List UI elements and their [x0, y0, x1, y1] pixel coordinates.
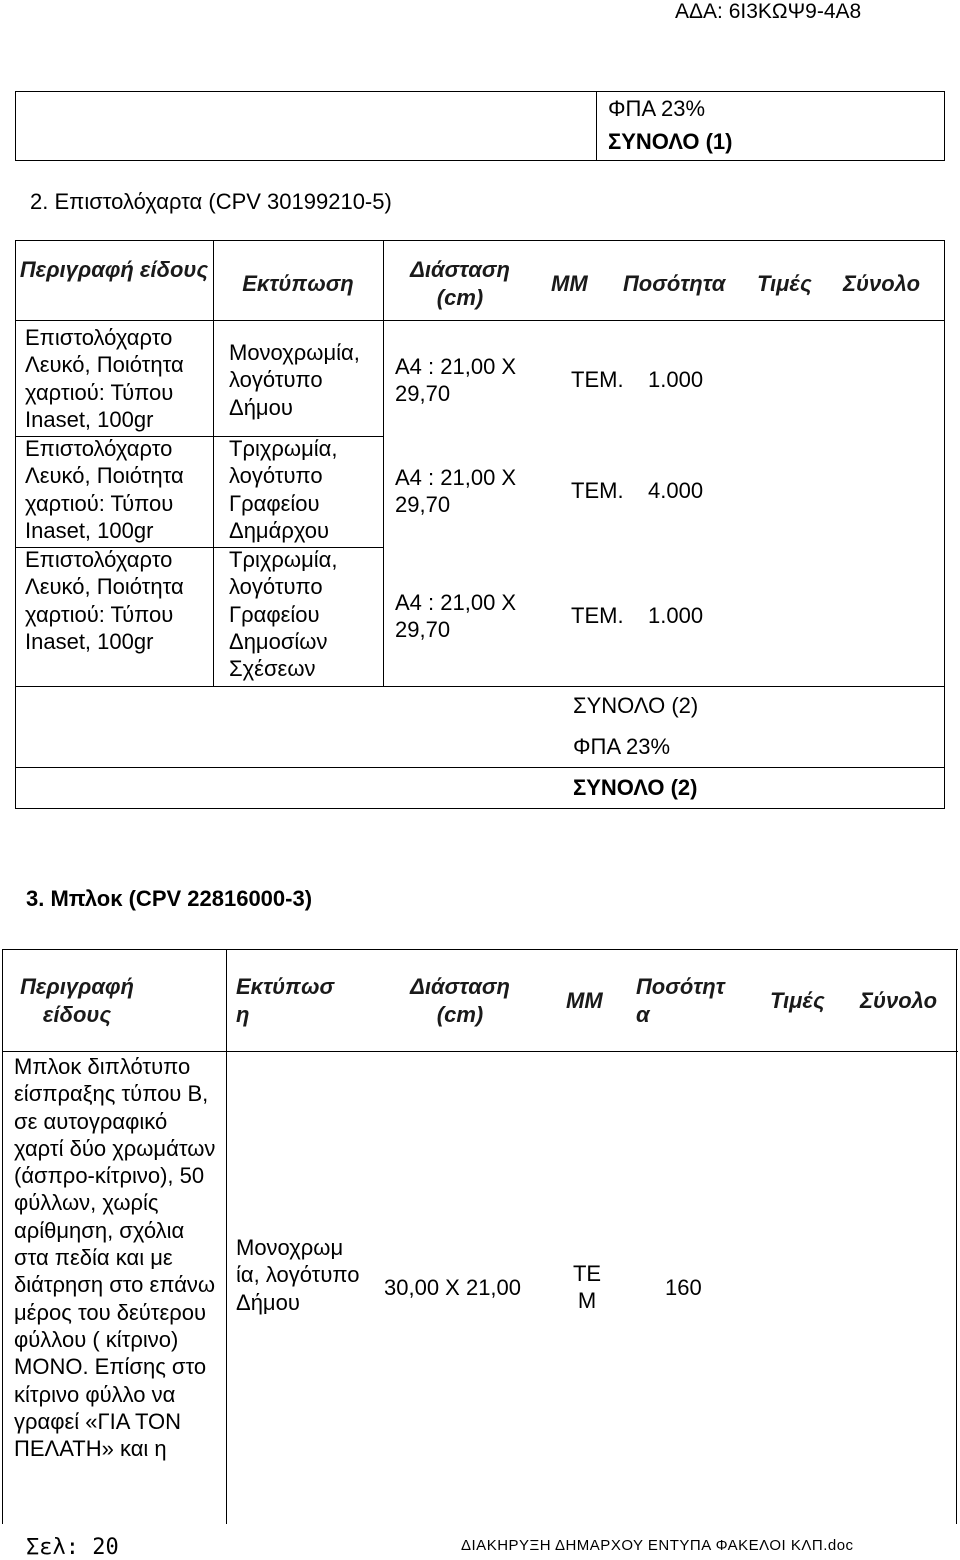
section2-title: 2. Επιστολόχαρτα (CPV 30199210-5) [30, 189, 392, 214]
s3-header-unit: ΜΜ [566, 988, 603, 1013]
s2-row1-description: Επιστολόχαρτο Λευκό, Ποιότητα χαρτιού: Τύπου Inaset, 100gr [25, 325, 184, 432]
s2-header-total: Σύνολο [843, 271, 921, 296]
section2-subtotal-line [15, 686, 945, 687]
top-totals-divider [596, 91, 597, 161]
s2-row3-dimension: Α4 : 21,00 Χ 29,70 [395, 590, 517, 643]
s2-row2-quantity: 4.000 [648, 478, 704, 503]
footer-page-number: Σελ: 20 [26, 1535, 123, 1560]
s3-row-printing: Μονοχρωμ ία, λογότυπο Δήμου [236, 1235, 360, 1315]
section2-header-line [15, 320, 945, 321]
s2-row3-unit: ΤΕΜ. [571, 603, 624, 628]
s3-row-dimension: 30,00 Χ 21,00 [384, 1275, 522, 1300]
s2-row1-quantity: 1.000 [648, 367, 704, 392]
top-vat-label: ΦΠΑ 23% [608, 96, 706, 121]
s2-row2-unit: ΤΕΜ. [571, 478, 624, 503]
section2-col-divider-2 [383, 240, 384, 686]
section3-top-line [2, 949, 958, 950]
section2-vat-line [15, 767, 945, 768]
top-totals-box [15, 91, 945, 161]
section3-title: 3. Μπλοκ (CPV 22816000-3) [26, 886, 313, 911]
s2-header-unit: ΜΜ [551, 271, 588, 296]
section3-header-line [2, 1051, 958, 1052]
s3-row-description: Μπλοκ διπλότυπο είσπραξης τύπου Β, σε αυτογραφικό χαρτί δύο χρωμάτων (άσπρο-κίτρινο), 50 φύλλων, χωρίς αρίθμηση, σχόλια στα πεδία και με διάτρηση στο επάνω μέρος του δεύτερου φύλλου ( κίτρινο) ΜΟΝΟ. Επίσης στο κίτρινο φύλλο να γραφεί «ΓΙΑ ΤΟΝ ΠΕΛΑΤΗ» και η [14, 1054, 216, 1462]
s3-header-description: Περιγραφή είδους [20, 974, 134, 1027]
s2-header-quantity: Ποσότητα [623, 271, 726, 296]
s3-header-total: Σύνολο [860, 988, 938, 1013]
section3-col-divider-1 [226, 949, 227, 1524]
top-total-label: ΣΥΝΟΛΟ (1) [608, 129, 733, 154]
s3-row-unit: ΤΕ Μ [572, 1261, 602, 1314]
s2-subtotal-label: ΣΥΝΟΛΟ (2) [573, 693, 699, 718]
s2-header-dimension: Διάσταση (cm) [410, 257, 510, 310]
s2-row3-description: Επιστολόχαρτο Λευκό, Ποιότητα χαρτιού: Τύπου Inaset, 100gr [25, 547, 184, 654]
s2-total-label: ΣΥΝΟΛΟ (2) [573, 775, 698, 800]
section3-left-border [2, 949, 3, 1524]
section3-right-border [956, 949, 957, 1524]
s2-row2-description: Επιστολόχαρτο Λευκό, Ποιότητα χαρτιού: Τύπου Inaset, 100gr [25, 436, 184, 543]
s2-header-price: Τιμές [757, 271, 812, 296]
s2-row3-printing: Τριχρωμία, λογότυπο Γραφείου Δημοσίων Σχέσεων [229, 547, 338, 682]
s3-header-printing: Εκτύπωσ η [236, 974, 335, 1027]
document-code: ΑΔΑ: 6Ι3ΚΩΨ9-4Α8 [675, 0, 862, 23]
s2-row1-printing: Μονοχρωμία, λογότυπο Δήμου [229, 340, 360, 420]
s2-header-description: Περιγραφή είδους [19, 257, 209, 282]
s3-header-quantity: Ποσότητ α [636, 974, 725, 1027]
s3-row-quantity: 160 [665, 1275, 702, 1300]
s2-row3-quantity: 1.000 [648, 603, 704, 628]
s2-row2-printing: Τριχρωμία, λογότυπο Γραφείου Δημάρχου [229, 436, 338, 543]
footer-document-name: ΔΙΑΚΗΡΥΞΗ ΔΗΜΑΡΧΟΥ ΕΝΤΥΠΑ ΦΑΚΕΛΟΙ ΚΛΠ.doc [461, 1537, 854, 1554]
s2-vat-label: ΦΠΑ 23% [573, 734, 671, 759]
s2-row1-unit: ΤΕΜ. [571, 367, 624, 392]
section2-col-divider-1 [213, 240, 214, 686]
s2-header-printing: Εκτύπωση [242, 271, 354, 296]
s3-header-price: Τιμές [770, 988, 825, 1013]
s3-header-dimension: Διάσταση (cm) [410, 974, 510, 1027]
s2-row2-dimension: Α4 : 21,00 Χ 29,70 [395, 465, 517, 518]
s2-row1-dimension: Α4 : 21,00 Χ 29,70 [395, 354, 517, 407]
